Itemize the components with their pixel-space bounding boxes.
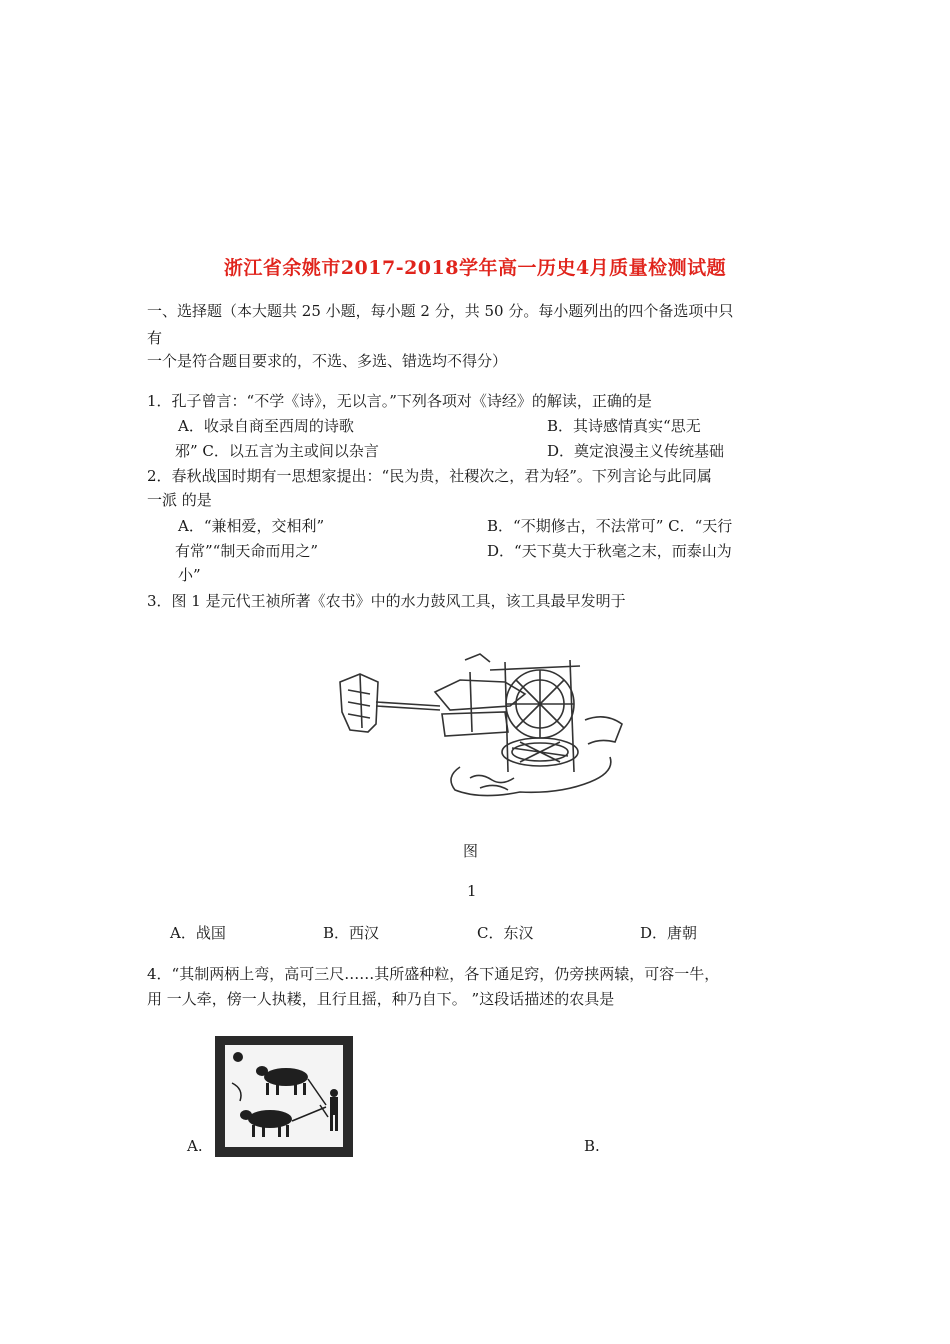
question-3-option-d: D．唐朝 <box>640 924 698 942</box>
question-2-option-b-c: B．“不期修古，不法常可” C．“天行 <box>487 517 733 535</box>
section-instruction-line1: 一、选择题（本大题共 25 小题，每小题 2 分，共 50 分。每小题列出的四个备选项中只 <box>147 302 734 320</box>
page-title: 浙江省余姚市2017-2018学年高一历史4月质量检测试题 <box>223 257 727 279</box>
question-4-stem-line2: 用 一人牵，傍一人执耧，且行且摇，种乃自下。 ”这段话描述的农具是 <box>147 990 615 1008</box>
plowing-oxen-mural <box>214 1035 354 1158</box>
question-4-option-b-label: B. <box>584 1137 600 1155</box>
figure-1-caption-line1: 图 <box>463 842 479 860</box>
question-1-option-c: 邪” C．以五言为主或间以杂言 <box>175 442 379 460</box>
question-1-option-a: A．收录自商至西周的诗歌 <box>178 417 354 435</box>
question-3-option-c: C．东汉 <box>477 924 534 942</box>
figure-1-caption-line2: 1 <box>467 882 477 900</box>
question-3-option-b: B．西汉 <box>323 924 380 942</box>
water-bellows-illustration <box>330 632 630 802</box>
question-2-option-a: A．“兼相爱，交相利” <box>178 517 325 535</box>
question-1-option-d: D．奠定浪漫主义传统基础 <box>547 442 725 460</box>
question-2-option-d: D．“天下莫大于秋毫之末，而泰山为 <box>487 542 732 560</box>
question-3-stem: 3．图 1 是元代王祯所著《农书》中的水力鼓风工具，该工具最早发明于 <box>147 592 626 610</box>
question-1-option-b: B．其诗感情真实“思无 <box>547 417 701 435</box>
section-instruction-line3: 一个是符合题目要求的，不选、多选、错选均不得分） <box>147 352 508 370</box>
question-2-stem-line1: 2．春秋战国时期有一思想家提出：“民为贵，社稷次之，君为轻”。下列言论与此同属 <box>147 467 712 485</box>
section-instruction-line2: 有 <box>147 329 163 347</box>
question-2-stem-line2: 一派 的是 <box>147 491 212 509</box>
question-4-stem-line1: 4．“其制两柄上弯，高可三尺……其所盛种粒，各下通足窍，仍旁挟两辕，可容一牛， <box>147 965 720 983</box>
question-1-stem: 1．孔子曾言：“不学《诗》，无以言。”下列各项对《诗经》的解读，正确的是 <box>147 392 652 410</box>
question-3-option-a: A．战国 <box>170 924 226 942</box>
question-2-option-c-cont: 有常”“制天命而用之” <box>175 542 319 560</box>
question-4-option-a-label: A. <box>187 1137 203 1155</box>
question-2-option-d-cont: 小” <box>178 566 201 584</box>
